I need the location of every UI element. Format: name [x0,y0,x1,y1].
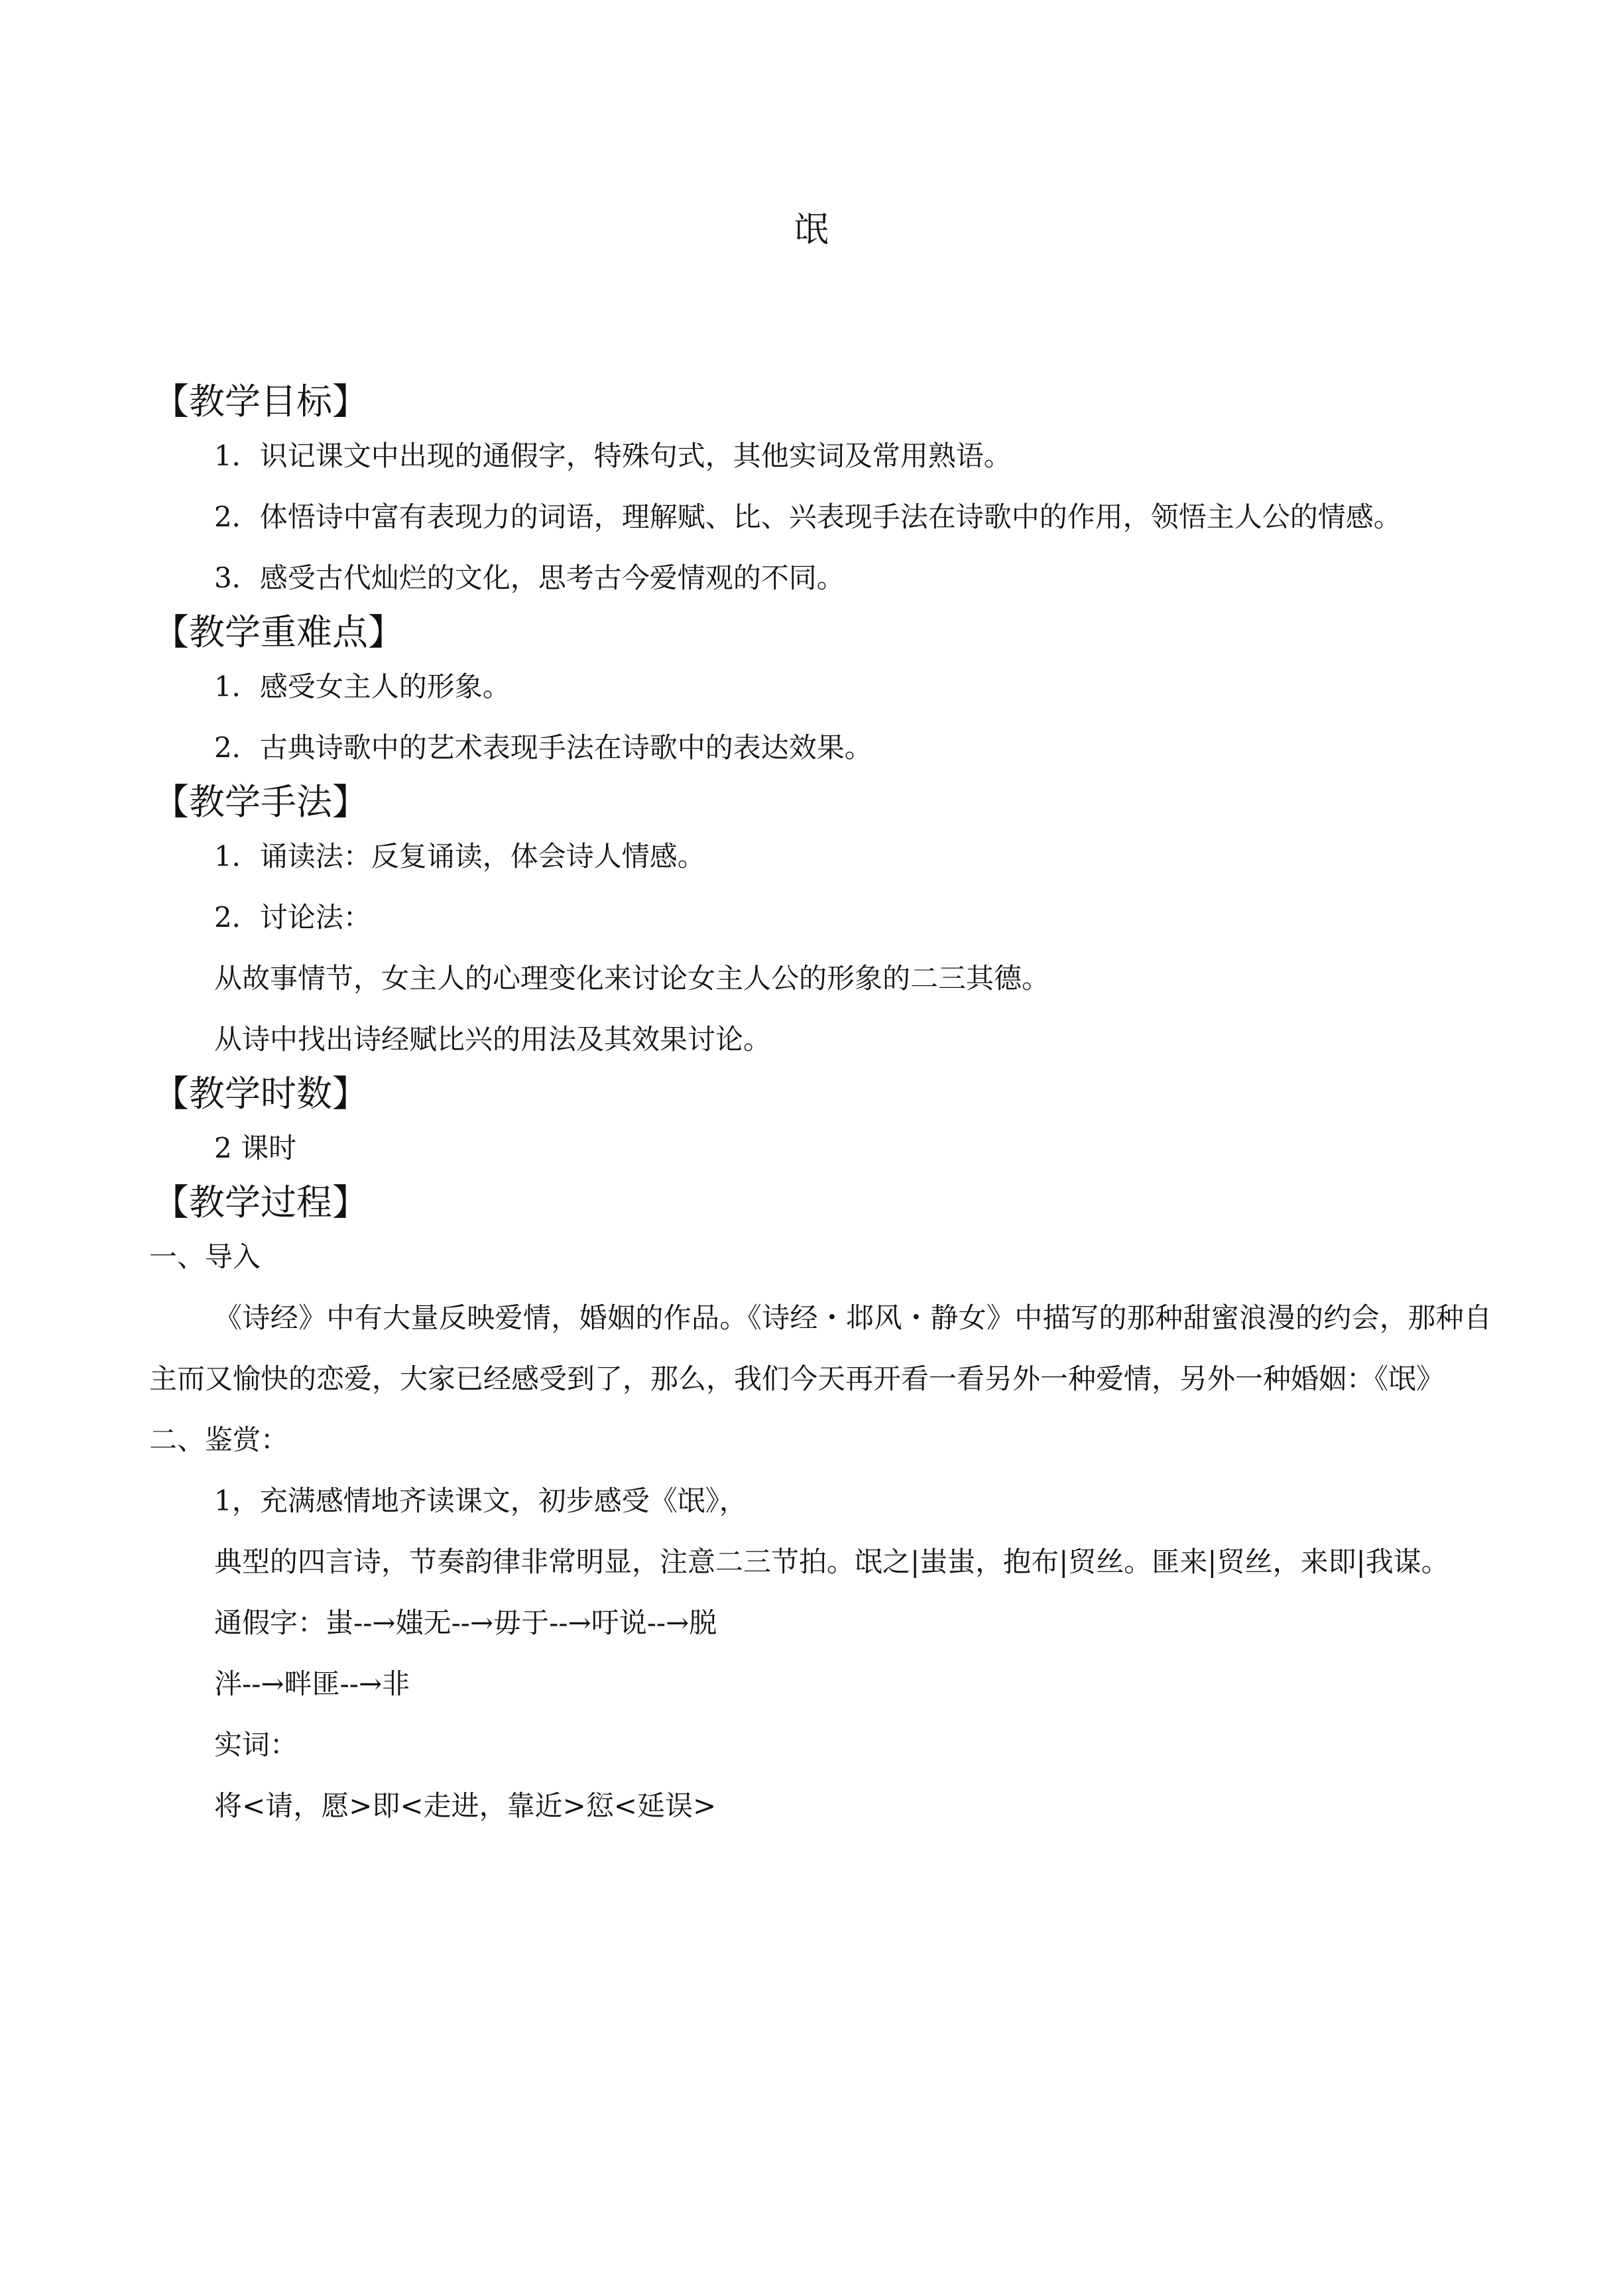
objective-item: 1．识记课文中出现的通假字，特殊句式，其他实词及常用熟语。 [214,440,1012,472]
section-heading-methods: 【教学手法】 [153,781,368,823]
document-body [149,378,1492,1837]
method-item: 1．诵读法：反复诵读，体会诗人情感。 [214,840,705,873]
key-point-item: 1．感受女主人的形象。 [214,670,511,703]
shici-line: 将<请，愿>即<走进，靠近>愆<延误> [214,1789,717,1822]
process-intro-text: 《诗经》中有大量反映爱情，婚姻的作品。《诗经・邶风・静女》中描写的那种甜蜜浪漫的约会，那种自主而又愉快的恋爱，大家已经感受到了，那么，我们今天再开看一看另外一种爱情，另外一种婚姻：《氓》 [149,1301,1492,1395]
objective-item: 3．感受古代灿烂的文化，思考古今爱情观的不同。 [214,562,845,594]
process-intro-label: 一、导入 [149,1240,261,1273]
method-item: 从故事情节，女主人的心理变化来讨论女主人公的形象的二三其德。 [214,962,1050,995]
section-heading-hours: 【教学时数】 [153,1073,368,1115]
tongjia-line: 泮--→畔匪--→非 [214,1667,410,1700]
shici-label: 实词： [214,1728,298,1761]
section-heading-objectives: 【教学目标】 [153,381,368,422]
process-appreciation-label: 二、鉴赏： [149,1423,289,1456]
method-item: 2．讨论法： [214,901,371,934]
section-heading-process: 【教学过程】 [153,1181,368,1223]
key-point-item: 2．古典诗歌中的艺术表现手法在诗歌中的表达效果。 [214,731,872,764]
process-step-1: 1，充满感情地齐读课文，初步感受《氓》， [214,1484,747,1517]
tongjia-line: 通假字：蚩--→媸无--→毋于--→吁说--→脱 [214,1606,717,1639]
section-heading-key-points: 【教学重难点】 [153,611,404,653]
hours-value: 2 课时 [214,1132,297,1164]
document-title: 氓 [794,210,829,250]
method-item: 从诗中找出诗经赋比兴的用法及其效果讨论。 [214,1023,772,1056]
objective-item: 2．体悟诗中富有表现力的词语，理解赋、比、兴表现手法在诗歌中的作用，领悟主人公的情感。 [214,501,1402,533]
process-rhythm-text: 典型的四言诗，节奏韵律非常明显，注意二三节拍。氓之|蚩蚩，抱布|贸丝。匪来|贸丝，来即|我谋。 [214,1545,1449,1578]
